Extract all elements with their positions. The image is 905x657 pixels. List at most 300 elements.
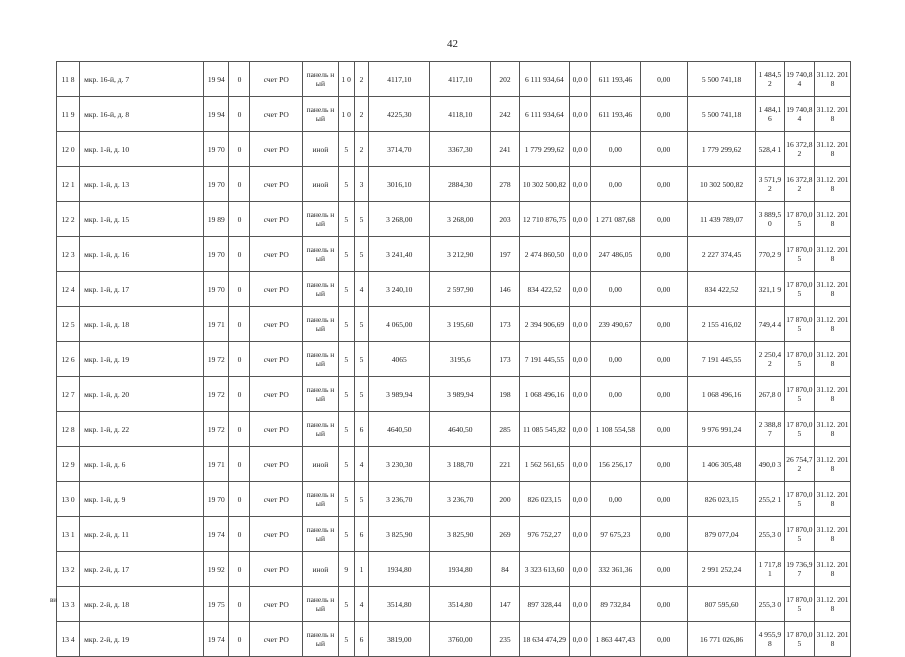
cell-wall-material: панель ный bbox=[303, 482, 339, 517]
table-body bbox=[57, 62, 851, 657]
cell-wall-material: панель ный bbox=[303, 97, 339, 132]
cell-residents: 235 bbox=[491, 622, 519, 657]
cell-fund-account: счет РО bbox=[250, 62, 303, 97]
cell-address: мкр. 1-й, д. 9 bbox=[80, 482, 204, 517]
cell-federal-funds: 0,0 0 bbox=[570, 167, 591, 202]
cell-year-built: 19 71 bbox=[204, 447, 229, 482]
cell-floors: 5 bbox=[338, 622, 354, 657]
cell-year-built: 19 72 bbox=[204, 342, 229, 377]
cell-row-number: 12 6 bbox=[57, 342, 80, 377]
cell-year-last-repair: 0 bbox=[229, 237, 250, 272]
cell-owner-funds: 1 863 447,43 bbox=[591, 622, 640, 657]
cell-year-last-repair: 0 bbox=[229, 377, 250, 412]
cell-address: мкр. 1-й, д. 10 bbox=[80, 132, 204, 167]
cell-year-built: 19 74 bbox=[204, 517, 229, 552]
cell-address: мкр. 1-й, д. 20 bbox=[80, 377, 204, 412]
cell-floors: 1 0 bbox=[338, 62, 354, 97]
cell-fund-resources: 7 191 445,55 bbox=[687, 342, 755, 377]
cell-living-area: 3 268,00 bbox=[430, 202, 491, 237]
table-row bbox=[57, 307, 851, 342]
cell-fund-resources: 2 227 374,45 bbox=[687, 237, 755, 272]
table-row bbox=[57, 482, 851, 517]
cell-entrances: 5 bbox=[354, 482, 369, 517]
cell-federal-funds: 0,0 0 bbox=[570, 447, 591, 482]
cell-year-last-repair: 0 bbox=[229, 622, 250, 657]
cell-owner-funds: 0,00 bbox=[591, 342, 640, 377]
table-row bbox=[57, 587, 851, 622]
cell-unit-cost: 490,0 3 bbox=[756, 447, 784, 482]
cell-row-number: 13 4 bbox=[57, 622, 80, 657]
cell-total-cost: 826 023,15 bbox=[519, 482, 569, 517]
cell-owner-funds: 611 193,46 bbox=[591, 97, 640, 132]
cell-total-area: 3819,00 bbox=[369, 622, 430, 657]
cell-floors: 5 bbox=[338, 237, 354, 272]
cell-unit-cost: 255,2 1 bbox=[756, 482, 784, 517]
cell-living-area: 3367,30 bbox=[430, 132, 491, 167]
cell-federal-funds: 0,0 0 bbox=[570, 552, 591, 587]
cell-residents: 147 bbox=[491, 587, 519, 622]
table-row bbox=[57, 167, 851, 202]
cell-completion-date: 31.12. 2018 bbox=[815, 202, 851, 237]
cell-floors: 9 bbox=[338, 552, 354, 587]
cell-owner-funds: 0,00 bbox=[591, 377, 640, 412]
cell-max-unit-cost: 17 870,0 5 bbox=[784, 517, 814, 552]
cell-year-built: 19 92 bbox=[204, 552, 229, 587]
cell-owner-funds: 611 193,46 bbox=[591, 62, 640, 97]
cell-total-area: 3 240,10 bbox=[369, 272, 430, 307]
cell-residents: 285 bbox=[491, 412, 519, 447]
cell-wall-material: панель ный bbox=[303, 62, 339, 97]
cell-wall-material: панель ный bbox=[303, 377, 339, 412]
cell-wall-material: панель ный bbox=[303, 517, 339, 552]
cell-wall-material: иной bbox=[303, 167, 339, 202]
cell-fund-resources: 1 779 299,62 bbox=[687, 132, 755, 167]
cell-fund-resources: 11 439 789,07 bbox=[687, 202, 755, 237]
cell-fund-account: счет РО bbox=[250, 97, 303, 132]
cell-floors: 5 bbox=[338, 447, 354, 482]
cell-wall-material: панель ный bbox=[303, 342, 339, 377]
cell-row-number: 12 3 bbox=[57, 237, 80, 272]
cell-municipal-funds: 0,00 bbox=[640, 622, 687, 657]
cell-entrances: 6 bbox=[354, 412, 369, 447]
cell-year-last-repair: 0 bbox=[229, 412, 250, 447]
cell-completion-date: 31.12. 2018 bbox=[815, 552, 851, 587]
cell-wall-material: панель ный bbox=[303, 307, 339, 342]
cell-total-area: 3 268,00 bbox=[369, 202, 430, 237]
cell-address: мкр. 1-й, д. 17 bbox=[80, 272, 204, 307]
cell-municipal-funds: 0,00 bbox=[640, 132, 687, 167]
cell-total-area: 3016,10 bbox=[369, 167, 430, 202]
cell-living-area: 3 188,70 bbox=[430, 447, 491, 482]
cell-living-area: 3195,6 bbox=[430, 342, 491, 377]
cell-residents: 198 bbox=[491, 377, 519, 412]
cell-row-number: 13 3 bbox=[57, 587, 80, 622]
cell-fund-resources: 879 077,04 bbox=[687, 517, 755, 552]
cell-living-area: 1934,80 bbox=[430, 552, 491, 587]
cell-living-area: 4118,10 bbox=[430, 97, 491, 132]
cell-municipal-funds: 0,00 bbox=[640, 272, 687, 307]
cell-living-area: 4640,50 bbox=[430, 412, 491, 447]
cell-fund-account: счет РО bbox=[250, 342, 303, 377]
cell-unit-cost: 770,2 9 bbox=[756, 237, 784, 272]
cell-living-area: 3 825,90 bbox=[430, 517, 491, 552]
cell-federal-funds: 0,0 0 bbox=[570, 272, 591, 307]
footer-mark: ви bbox=[50, 596, 58, 604]
cell-federal-funds: 0,0 0 bbox=[570, 202, 591, 237]
cell-year-built: 19 72 bbox=[204, 412, 229, 447]
cell-year-built: 19 75 bbox=[204, 587, 229, 622]
cell-fund-resources: 2 991 252,24 bbox=[687, 552, 755, 587]
cell-fund-resources: 1 068 496,16 bbox=[687, 377, 755, 412]
cell-federal-funds: 0,0 0 bbox=[570, 482, 591, 517]
cell-year-built: 19 70 bbox=[204, 237, 229, 272]
cell-row-number: 13 0 bbox=[57, 482, 80, 517]
cell-entrances: 5 bbox=[354, 307, 369, 342]
cell-owner-funds: 89 732,84 bbox=[591, 587, 640, 622]
cell-total-cost: 976 752,27 bbox=[519, 517, 569, 552]
cell-wall-material: панель ный bbox=[303, 202, 339, 237]
cell-total-area: 3 825,90 bbox=[369, 517, 430, 552]
cell-fund-resources: 807 595,60 bbox=[687, 587, 755, 622]
cell-residents: 202 bbox=[491, 62, 519, 97]
cell-fund-account: счет РО bbox=[250, 552, 303, 587]
cell-fund-resources: 2 155 416,02 bbox=[687, 307, 755, 342]
cell-max-unit-cost: 17 870,0 5 bbox=[784, 342, 814, 377]
cell-max-unit-cost: 17 870,0 5 bbox=[784, 412, 814, 447]
cell-floors: 5 bbox=[338, 307, 354, 342]
cell-residents: 197 bbox=[491, 237, 519, 272]
cell-completion-date: 31.12. 2018 bbox=[815, 97, 851, 132]
cell-municipal-funds: 0,00 bbox=[640, 307, 687, 342]
cell-floors: 5 bbox=[338, 342, 354, 377]
cell-total-cost: 18 634 474,29 bbox=[519, 622, 569, 657]
cell-unit-cost: 255,3 0 bbox=[756, 587, 784, 622]
cell-total-cost: 6 111 934,64 bbox=[519, 97, 569, 132]
cell-living-area: 3 195,60 bbox=[430, 307, 491, 342]
cell-fund-account: счет РО bbox=[250, 482, 303, 517]
cell-year-last-repair: 0 bbox=[229, 482, 250, 517]
cell-municipal-funds: 0,00 bbox=[640, 62, 687, 97]
cell-row-number: 12 0 bbox=[57, 132, 80, 167]
cell-owner-funds: 332 361,36 bbox=[591, 552, 640, 587]
cell-federal-funds: 0,0 0 bbox=[570, 132, 591, 167]
cell-federal-funds: 0,0 0 bbox=[570, 377, 591, 412]
cell-total-area: 3 230,30 bbox=[369, 447, 430, 482]
cell-fund-account: счет РО bbox=[250, 237, 303, 272]
cell-residents: 241 bbox=[491, 132, 519, 167]
cell-federal-funds: 0,0 0 bbox=[570, 62, 591, 97]
cell-total-area: 4117,10 bbox=[369, 62, 430, 97]
cell-total-area: 4 065,00 bbox=[369, 307, 430, 342]
cell-year-last-repair: 0 bbox=[229, 167, 250, 202]
cell-address: мкр. 2-й, д. 17 bbox=[80, 552, 204, 587]
cell-address: мкр. 16-й, д. 7 bbox=[80, 62, 204, 97]
cell-fund-account: счет РО bbox=[250, 307, 303, 342]
cell-living-area: 3 989,94 bbox=[430, 377, 491, 412]
cell-row-number: 12 7 bbox=[57, 377, 80, 412]
cell-municipal-funds: 0,00 bbox=[640, 447, 687, 482]
cell-fund-account: счет РО bbox=[250, 377, 303, 412]
cell-federal-funds: 0,0 0 bbox=[570, 307, 591, 342]
cell-fund-resources: 9 976 991,24 bbox=[687, 412, 755, 447]
cell-year-last-repair: 0 bbox=[229, 307, 250, 342]
cell-total-cost: 1 562 561,65 bbox=[519, 447, 569, 482]
cell-total-area: 1934,80 bbox=[369, 552, 430, 587]
cell-floors: 5 bbox=[338, 202, 354, 237]
cell-total-cost: 1 779 299,62 bbox=[519, 132, 569, 167]
cell-owner-funds: 1 271 087,68 bbox=[591, 202, 640, 237]
cell-row-number: 12 4 bbox=[57, 272, 80, 307]
cell-residents: 269 bbox=[491, 517, 519, 552]
cell-entrances: 3 bbox=[354, 167, 369, 202]
cell-total-area: 4640,50 bbox=[369, 412, 430, 447]
table-row bbox=[57, 202, 851, 237]
table-row bbox=[57, 622, 851, 657]
cell-row-number: 11 8 bbox=[57, 62, 80, 97]
cell-unit-cost: 1 717,8 1 bbox=[756, 552, 784, 587]
cell-living-area: 4117,10 bbox=[430, 62, 491, 97]
cell-municipal-funds: 0,00 bbox=[640, 167, 687, 202]
cell-total-cost: 6 111 934,64 bbox=[519, 62, 569, 97]
table-row bbox=[57, 237, 851, 272]
cell-federal-funds: 0,0 0 bbox=[570, 622, 591, 657]
cell-year-last-repair: 0 bbox=[229, 132, 250, 167]
cell-max-unit-cost: 19 740,8 4 bbox=[784, 97, 814, 132]
cell-wall-material: иной bbox=[303, 447, 339, 482]
cell-owner-funds: 0,00 bbox=[591, 482, 640, 517]
cell-wall-material: иной bbox=[303, 132, 339, 167]
cell-total-area: 3714,70 bbox=[369, 132, 430, 167]
cell-year-built: 19 72 bbox=[204, 377, 229, 412]
cell-year-built: 19 71 bbox=[204, 307, 229, 342]
cell-fund-account: счет РО bbox=[250, 202, 303, 237]
cell-max-unit-cost: 17 870,0 5 bbox=[784, 307, 814, 342]
cell-unit-cost: 3 889,5 0 bbox=[756, 202, 784, 237]
cell-address: мкр. 1-й, д. 15 bbox=[80, 202, 204, 237]
cell-completion-date: 31.12. 2018 bbox=[815, 447, 851, 482]
cell-owner-funds: 1 108 554,58 bbox=[591, 412, 640, 447]
cell-row-number: 12 5 bbox=[57, 307, 80, 342]
cell-residents: 84 bbox=[491, 552, 519, 587]
cell-entrances: 4 bbox=[354, 272, 369, 307]
cell-total-cost: 2 474 860,50 bbox=[519, 237, 569, 272]
cell-completion-date: 31.12. 2018 bbox=[815, 622, 851, 657]
cell-entrances: 5 bbox=[354, 237, 369, 272]
table-row bbox=[57, 272, 851, 307]
cell-year-built: 19 70 bbox=[204, 132, 229, 167]
table-row bbox=[57, 412, 851, 447]
cell-floors: 5 bbox=[338, 517, 354, 552]
cell-year-built: 19 89 bbox=[204, 202, 229, 237]
table-row bbox=[57, 517, 851, 552]
cell-fund-account: счет РО bbox=[250, 132, 303, 167]
cell-total-area: 3514,80 bbox=[369, 587, 430, 622]
cell-year-last-repair: 0 bbox=[229, 97, 250, 132]
cell-living-area: 3760,00 bbox=[430, 622, 491, 657]
cell-completion-date: 31.12. 2018 bbox=[815, 307, 851, 342]
cell-municipal-funds: 0,00 bbox=[640, 552, 687, 587]
cell-wall-material: панель ный bbox=[303, 412, 339, 447]
cell-total-cost: 1 068 496,16 bbox=[519, 377, 569, 412]
cell-completion-date: 31.12. 2018 bbox=[815, 342, 851, 377]
cell-max-unit-cost: 17 870,0 5 bbox=[784, 377, 814, 412]
cell-completion-date: 31.12. 2018 bbox=[815, 482, 851, 517]
cell-max-unit-cost: 16 372,8 2 bbox=[784, 132, 814, 167]
cell-address: мкр. 1-й, д. 6 bbox=[80, 447, 204, 482]
cell-entrances: 2 bbox=[354, 132, 369, 167]
cell-residents: 242 bbox=[491, 97, 519, 132]
cell-residents: 203 bbox=[491, 202, 519, 237]
cell-fund-resources: 1 406 305,48 bbox=[687, 447, 755, 482]
cell-row-number: 13 2 bbox=[57, 552, 80, 587]
cell-unit-cost: 1 484,5 2 bbox=[756, 62, 784, 97]
cell-owner-funds: 156 256,17 bbox=[591, 447, 640, 482]
cell-year-last-repair: 0 bbox=[229, 62, 250, 97]
cell-owner-funds: 239 490,67 bbox=[591, 307, 640, 342]
cell-fund-account: счет РО bbox=[250, 412, 303, 447]
cell-entrances: 5 bbox=[354, 342, 369, 377]
cell-fund-account: счет РО bbox=[250, 272, 303, 307]
cell-residents: 221 bbox=[491, 447, 519, 482]
cell-entrances: 6 bbox=[354, 622, 369, 657]
cell-year-built: 19 94 bbox=[204, 62, 229, 97]
cell-completion-date: 31.12. 2018 bbox=[815, 272, 851, 307]
cell-federal-funds: 0,0 0 bbox=[570, 342, 591, 377]
page-number: 42 bbox=[447, 38, 458, 50]
cell-residents: 278 bbox=[491, 167, 519, 202]
cell-fund-account: счет РО bbox=[250, 447, 303, 482]
cell-max-unit-cost: 17 870,0 5 bbox=[784, 482, 814, 517]
cell-max-unit-cost: 19 736,9 7 bbox=[784, 552, 814, 587]
cell-max-unit-cost: 26 754,7 2 bbox=[784, 447, 814, 482]
table-row bbox=[57, 342, 851, 377]
cell-entrances: 4 bbox=[354, 587, 369, 622]
cell-row-number: 12 9 bbox=[57, 447, 80, 482]
cell-floors: 1 0 bbox=[338, 97, 354, 132]
cell-living-area: 3 236,70 bbox=[430, 482, 491, 517]
cell-total-area: 3 989,94 bbox=[369, 377, 430, 412]
cell-unit-cost: 267,8 0 bbox=[756, 377, 784, 412]
cell-year-last-repair: 0 bbox=[229, 517, 250, 552]
cell-max-unit-cost: 17 870,0 5 bbox=[784, 202, 814, 237]
cell-municipal-funds: 0,00 bbox=[640, 342, 687, 377]
cell-address: мкр. 1-й, д. 19 bbox=[80, 342, 204, 377]
cell-entrances: 5 bbox=[354, 202, 369, 237]
cell-floors: 5 bbox=[338, 377, 354, 412]
cell-entrances: 2 bbox=[354, 62, 369, 97]
cell-entrances: 5 bbox=[354, 377, 369, 412]
cell-floors: 5 bbox=[338, 167, 354, 202]
cell-federal-funds: 0,0 0 bbox=[570, 412, 591, 447]
cell-year-built: 19 74 bbox=[204, 622, 229, 657]
cell-year-last-repair: 0 bbox=[229, 587, 250, 622]
table-row bbox=[57, 377, 851, 412]
cell-total-area: 4225,30 bbox=[369, 97, 430, 132]
cell-unit-cost: 3 571,9 2 bbox=[756, 167, 784, 202]
cell-living-area: 3514,80 bbox=[430, 587, 491, 622]
cell-total-cost: 2 394 906,69 bbox=[519, 307, 569, 342]
cell-fund-resources: 826 023,15 bbox=[687, 482, 755, 517]
cell-unit-cost: 2 388,8 7 bbox=[756, 412, 784, 447]
cell-wall-material: панель ный bbox=[303, 272, 339, 307]
cell-fund-resources: 16 771 026,86 bbox=[687, 622, 755, 657]
cell-row-number: 12 2 bbox=[57, 202, 80, 237]
registry-table bbox=[56, 61, 851, 657]
cell-unit-cost: 255,3 0 bbox=[756, 517, 784, 552]
cell-year-last-repair: 0 bbox=[229, 272, 250, 307]
cell-fund-resources: 834 422,52 bbox=[687, 272, 755, 307]
cell-row-number: 12 8 bbox=[57, 412, 80, 447]
cell-completion-date: 31.12. 2018 bbox=[815, 62, 851, 97]
cell-year-last-repair: 0 bbox=[229, 202, 250, 237]
cell-total-cost: 10 302 500,82 bbox=[519, 167, 569, 202]
cell-year-last-repair: 0 bbox=[229, 342, 250, 377]
cell-address: мкр. 2-й, д. 18 bbox=[80, 587, 204, 622]
cell-total-area: 3 241,40 bbox=[369, 237, 430, 272]
cell-unit-cost: 528,4 1 bbox=[756, 132, 784, 167]
cell-address: мкр. 1-й, д. 22 bbox=[80, 412, 204, 447]
cell-max-unit-cost: 17 870,0 5 bbox=[784, 622, 814, 657]
cell-total-area: 3 236,70 bbox=[369, 482, 430, 517]
cell-wall-material: панель ный bbox=[303, 237, 339, 272]
cell-municipal-funds: 0,00 bbox=[640, 97, 687, 132]
cell-floors: 5 bbox=[338, 132, 354, 167]
cell-living-area: 2 597,90 bbox=[430, 272, 491, 307]
cell-max-unit-cost: 16 372,8 2 bbox=[784, 167, 814, 202]
cell-total-cost: 11 085 545,82 bbox=[519, 412, 569, 447]
cell-residents: 200 bbox=[491, 482, 519, 517]
cell-max-unit-cost: 17 870,0 5 bbox=[784, 237, 814, 272]
cell-wall-material: иной bbox=[303, 552, 339, 587]
cell-residents: 146 bbox=[491, 272, 519, 307]
cell-municipal-funds: 0,00 bbox=[640, 237, 687, 272]
cell-municipal-funds: 0,00 bbox=[640, 377, 687, 412]
cell-row-number: 12 1 bbox=[57, 167, 80, 202]
cell-max-unit-cost: 17 870,0 5 bbox=[784, 272, 814, 307]
cell-wall-material: панель ный bbox=[303, 622, 339, 657]
cell-address: мкр. 1-й, д. 18 bbox=[80, 307, 204, 342]
cell-living-area: 3 212,90 bbox=[430, 237, 491, 272]
cell-entrances: 4 bbox=[354, 447, 369, 482]
cell-year-built: 19 94 bbox=[204, 97, 229, 132]
cell-row-number: 13 1 bbox=[57, 517, 80, 552]
cell-floors: 5 bbox=[338, 272, 354, 307]
cell-year-built: 19 70 bbox=[204, 167, 229, 202]
table-row bbox=[57, 132, 851, 167]
cell-federal-funds: 0,0 0 bbox=[570, 587, 591, 622]
cell-address: мкр. 1-й, д. 16 bbox=[80, 237, 204, 272]
cell-floors: 5 bbox=[338, 412, 354, 447]
cell-fund-resources: 10 302 500,82 bbox=[687, 167, 755, 202]
cell-municipal-funds: 0,00 bbox=[640, 517, 687, 552]
cell-max-unit-cost: 19 740,8 4 bbox=[784, 62, 814, 97]
cell-federal-funds: 0,0 0 bbox=[570, 97, 591, 132]
cell-floors: 5 bbox=[338, 482, 354, 517]
cell-fund-account: счет РО bbox=[250, 167, 303, 202]
cell-municipal-funds: 0,00 bbox=[640, 412, 687, 447]
cell-total-cost: 7 191 445,55 bbox=[519, 342, 569, 377]
cell-residents: 173 bbox=[491, 342, 519, 377]
cell-max-unit-cost: 17 870,0 5 bbox=[784, 587, 814, 622]
cell-fund-account: счет РО bbox=[250, 517, 303, 552]
cell-total-cost: 834 422,52 bbox=[519, 272, 569, 307]
cell-year-built: 19 70 bbox=[204, 482, 229, 517]
cell-completion-date: 31.12. 2018 bbox=[815, 167, 851, 202]
cell-wall-material: панель ный bbox=[303, 587, 339, 622]
cell-owner-funds: 0,00 bbox=[591, 272, 640, 307]
table-row bbox=[57, 447, 851, 482]
cell-completion-date: 31.12. 2018 bbox=[815, 412, 851, 447]
